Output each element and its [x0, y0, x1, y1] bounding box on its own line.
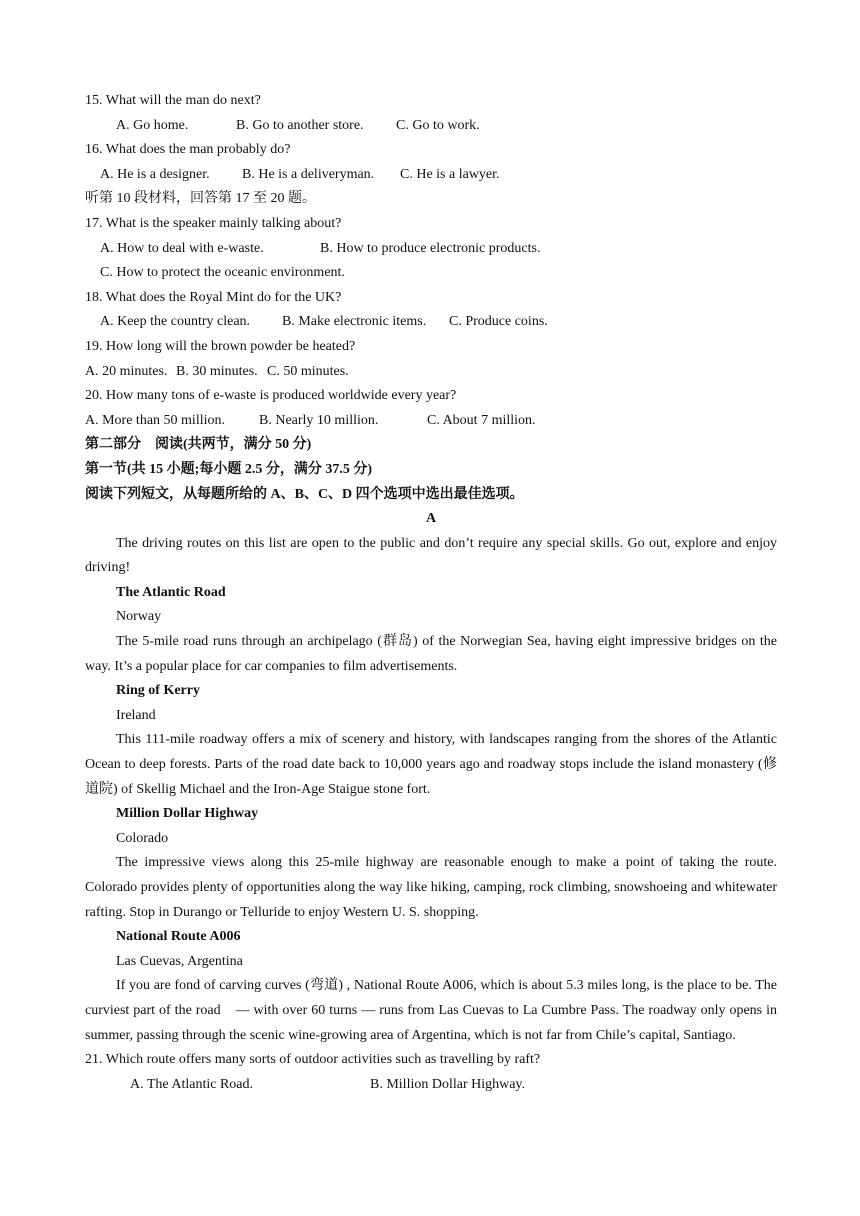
option-c: C. 50 minutes. — [267, 363, 349, 379]
route-name-ring-of-kerry: Ring of Kerry — [116, 683, 200, 699]
route-name-million-dollar-highway: Million Dollar Highway — [116, 806, 259, 822]
question-16: 16. What does the man probably do? — [85, 142, 291, 158]
option-a: A. The Atlantic Road. — [130, 1076, 253, 1092]
option-a: A. 20 minutes. — [85, 363, 168, 379]
route-description — [85, 728, 777, 802]
question-21: 21. Which route offers many sorts of outdoor activities such as travelling by raft? — [85, 1052, 541, 1068]
route-description-text: This 111-mile roadway offers a mix of scenery and history, with landscapes ranging from the shores of the Atlantic Ocean to deep forests. Parts of the road date back to 10,000 years ago and roadway stops include the island monastery (修道院) of Skellig Michael and the Iron-Age Staigue stone fort. — [85, 732, 777, 797]
option-a: A. He is a designer. — [100, 166, 210, 182]
question-20: 20. How many tons of e-waste is produced worldwide every year? — [85, 388, 457, 404]
route-location: Norway — [116, 609, 162, 625]
passage-intro-text: The driving routes on this list are open to the public and don’t require any special skills. Go out, explore and enjoy driving! — [85, 535, 777, 576]
question-19-options — [85, 360, 777, 385]
option-a: A. Go home. — [116, 117, 189, 133]
route-location: Las Cuevas, Argentina — [116, 953, 243, 969]
option-b: B. Million Dollar Highway. — [370, 1076, 526, 1092]
option-c: C. About 7 million. — [427, 412, 536, 428]
route-description — [85, 630, 777, 679]
reading-instruction: 阅读下列短文，从每题所给的 A、B、C、D 四个选项中选出最佳选项。 — [85, 486, 524, 502]
reading-section-title: 第一节(共 15 小题;每小题 2.5 分，满分 37.5 分) — [85, 461, 372, 477]
option-c: C. Go to work. — [396, 117, 480, 133]
question-15: 15. What will the man do next? — [85, 93, 261, 108]
route-name-atlantic-road: The Atlantic Road — [116, 584, 226, 600]
route-description — [85, 851, 777, 925]
option-b: B. Go to another store. — [236, 117, 364, 133]
question-19: 19. How long will the brown powder be heated? — [85, 338, 356, 354]
route-name-national-route-a006: National Route A006 — [116, 929, 241, 945]
route-description-text: The impressive views along this 25-mile highway are reasonable enough to make a point of taking the route. Colorado provides plenty of opportunities along the way like hiking, camping, rock climbing, snowshoeing and whitewater rafting. Stop in Durango or Telluride to enjoy Western U. S. shopping. — [85, 855, 777, 920]
route-description-text: The 5-mile road runs through an archipelago (群岛) of the Norwegian Sea, having eight impressive bridges on the way. It’s a popular place for car companies to film advertisements. — [85, 634, 777, 674]
question-20-options — [85, 409, 777, 434]
option-b: B. Make electronic items. — [282, 314, 427, 330]
option-a: A. Keep the country clean. — [100, 314, 251, 330]
option-b: B. How to produce electronic products. — [320, 240, 541, 256]
option-a: A. More than 50 million. — [85, 412, 225, 428]
question-17-option-c: C. How to protect the oceanic environment. — [100, 265, 345, 281]
question-17-options — [85, 237, 777, 262]
question-16-options — [85, 163, 777, 188]
route-description-text: If you are fond of carving curves (弯道) , National Route A006, which is about 5.3 miles long, is the place to be. The curviest part of the road — with over 60 turns — runs from Las Cuevas to La Cumbre Pass. The roadway only opens in summer, passing through the scenic wine-growing area of Argentina, which is not far from Chile’s capital, Santiago. — [85, 978, 777, 1043]
question-18: 18. What does the Royal Mint do for the UK? — [85, 289, 342, 305]
listening-section-10-heading: 听第 10 段材料，回答第 17 至 20 题。 — [85, 191, 316, 207]
passage-label: A — [425, 511, 437, 527]
option-a: A. How to deal with e-waste. — [100, 240, 264, 256]
route-location: Ireland — [116, 707, 156, 723]
option-b: B. He is a deliveryman. — [242, 166, 375, 182]
page-content — [85, 89, 777, 1097]
reading-part-title: 第二部分 阅读(共两节，满分 50 分) — [85, 437, 312, 453]
option-b: B. 30 minutes. — [176, 363, 258, 379]
option-c: C. Produce coins. — [449, 314, 548, 330]
route-description — [85, 974, 777, 1048]
passage-intro — [85, 532, 777, 581]
question-18-options — [85, 310, 777, 335]
route-location: Colorado — [116, 830, 169, 846]
question-21-options — [85, 1073, 777, 1098]
question-15-options — [85, 114, 777, 139]
option-c: C. He is a lawyer. — [400, 166, 500, 182]
question-17: 17. What is the speaker mainly talking about? — [85, 215, 342, 231]
option-b: B. Nearly 10 million. — [259, 412, 379, 428]
